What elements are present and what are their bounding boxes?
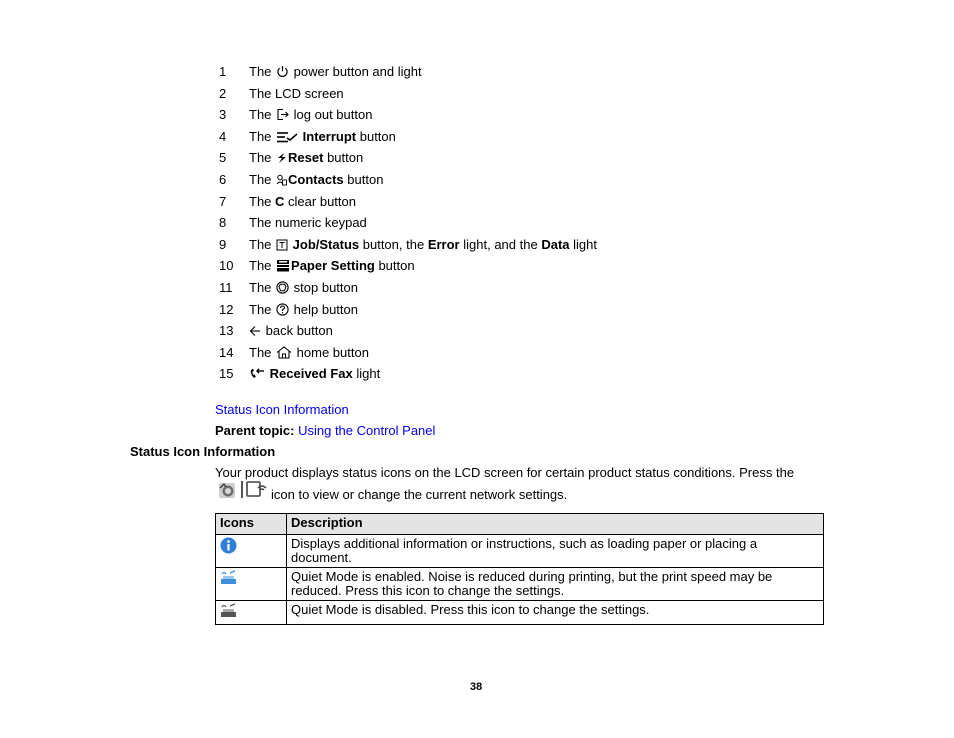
page-number: 38 (470, 681, 483, 693)
icon-cell (216, 601, 287, 625)
quiet-mode-off-icon (220, 603, 237, 619)
icon-cell (216, 568, 287, 601)
item-number: 2 (219, 85, 227, 101)
item-text: The (249, 193, 272, 209)
item-number: 15 (219, 366, 234, 382)
item-text: home button (296, 344, 369, 360)
item-text: button (327, 150, 364, 166)
quiet-mode-on-icon (220, 570, 237, 586)
item-number: 14 (219, 344, 234, 360)
icon-separator (241, 481, 243, 498)
item-bold-label: Interrupt (302, 128, 357, 144)
item-text: The (249, 344, 272, 360)
item-number: 7 (219, 193, 227, 209)
description-cell: Displays additional information or instructions, such as loading paper or placing a document. (287, 535, 824, 568)
item-bold-label: Job/Status (292, 236, 360, 252)
log-out-icon (276, 108, 289, 121)
section-paragraph-line1: Your product displays status icons on the LCD screen for certain product status conditions. Press the (215, 465, 795, 480)
item-bold-label: Paper Setting (291, 258, 375, 274)
back-arrow-icon (249, 325, 261, 337)
item-text: The (249, 171, 272, 187)
item-number: 12 (219, 301, 234, 317)
item-text: The (249, 150, 272, 166)
item-number: 9 (219, 236, 227, 252)
item-number: 11 (219, 279, 233, 295)
status-icon-table (215, 513, 824, 625)
item-number: 8 (219, 215, 227, 231)
stop-icon (276, 281, 289, 294)
power-icon (276, 65, 289, 78)
home-icon (276, 346, 292, 359)
item-text: The (249, 301, 272, 317)
item-text: The (249, 279, 272, 295)
item-text: The (249, 258, 272, 274)
icon-cell (216, 535, 287, 568)
column-header-icons: Icons (216, 514, 287, 535)
table-row (216, 601, 824, 625)
section-paragraph-line2: icon to view or change the current network settings. (271, 487, 568, 502)
item-text: button, the (362, 236, 425, 252)
item-text: light (356, 366, 381, 382)
description-cell: Quiet Mode is disabled. Press this icon to change the settings. (287, 601, 824, 625)
item-text: button (359, 128, 396, 144)
item-text: power button and light (293, 64, 422, 79)
help-icon (276, 303, 289, 316)
item-text: clear button (288, 193, 356, 209)
item-number: 5 (219, 150, 227, 166)
received-fax-icon (249, 368, 265, 380)
item-number: 4 (219, 128, 227, 144)
item-text: button (347, 171, 384, 187)
item-text: stop button (293, 279, 358, 295)
item-text: The LCD screen (249, 85, 344, 101)
data-light-label: Data (541, 236, 570, 252)
wifi-direct-icon (246, 480, 268, 498)
item-text: button (378, 258, 415, 274)
item-number: 1 (219, 64, 227, 79)
column-header-description: Description (287, 514, 824, 535)
table-row (216, 568, 824, 601)
paper-setting-icon (276, 259, 290, 272)
item-text: light (573, 236, 597, 252)
network-status-icons-2 (246, 480, 268, 501)
contacts-icon (276, 174, 287, 186)
item-number: 6 (219, 171, 227, 187)
parent-topic (215, 423, 435, 438)
item-number: 13 (219, 323, 234, 339)
interrupt-icon (276, 131, 298, 143)
item-text: The (249, 64, 272, 79)
item-text: The numeric keypad (249, 215, 367, 231)
item-text: light, and the (463, 236, 538, 252)
item-text: back button (265, 323, 333, 339)
item-text: The (249, 107, 272, 123)
item-bold-label: Received Fax (269, 366, 353, 382)
network-icon (218, 480, 238, 500)
item-number: 10 (219, 258, 234, 274)
item-bold-label: Contacts (288, 171, 344, 187)
job-status-icon (276, 239, 288, 251)
info-icon (220, 537, 237, 554)
description-cell: Quiet Mode is enabled. Noise is reduced during printing, but the print speed may be reduced. Press this icon to change the settings. (287, 568, 824, 601)
table-row (216, 535, 824, 568)
parent-topic-link[interactable]: Using the Control Panel (298, 423, 436, 438)
item-text: The (249, 128, 272, 144)
item-text: help button (293, 301, 358, 317)
section-heading: Status Icon Information (130, 444, 276, 459)
reset-icon (276, 152, 287, 164)
item-bold-label: Reset (288, 150, 324, 166)
status-icon-information-link[interactable]: Status Icon Information (215, 402, 349, 417)
item-bold-label: C (275, 193, 285, 209)
item-number: 3 (219, 107, 227, 123)
network-status-icons (218, 480, 238, 503)
error-light-label: Error (427, 236, 460, 252)
table-header-row (216, 514, 824, 535)
item-text: log out button (293, 107, 373, 123)
item-text: The (249, 236, 272, 252)
parent-topic-label: Parent topic: (215, 423, 295, 438)
